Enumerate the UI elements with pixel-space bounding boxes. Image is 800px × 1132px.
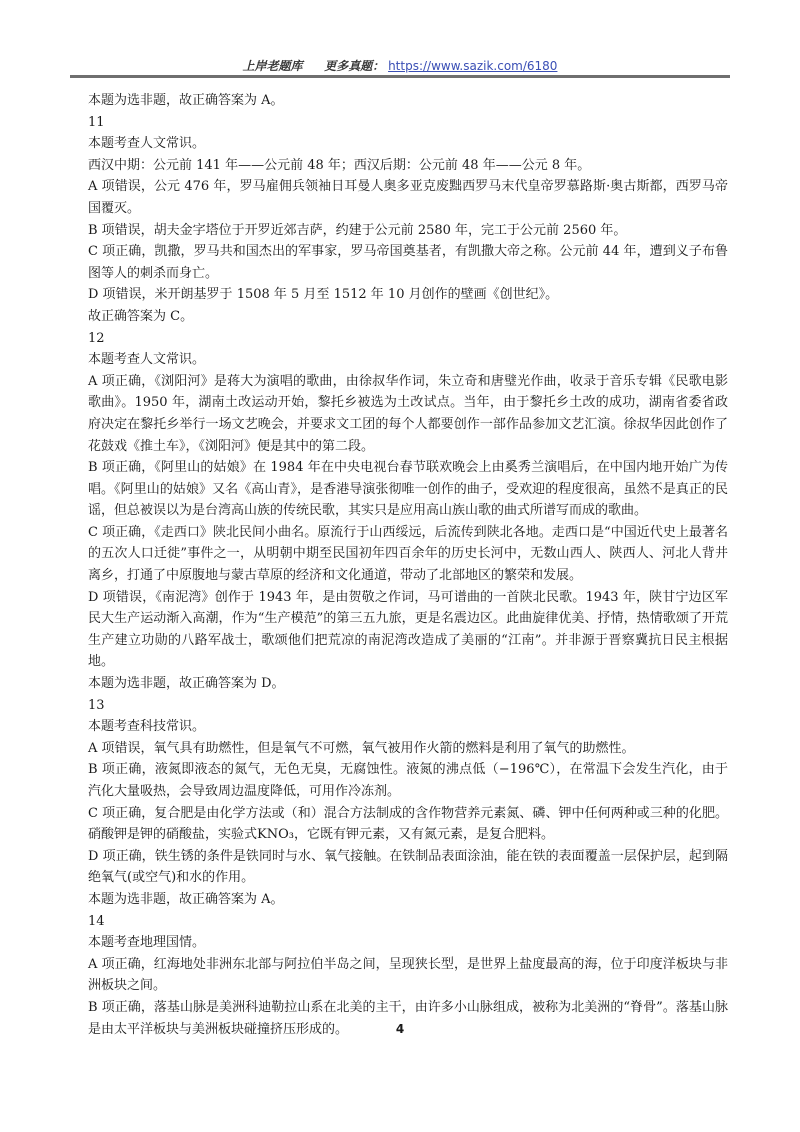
- paragraph: A 项正确，《浏阳河》是蒋大为演唱的歌曲，由徐叔华作词，朱立奇和唐璧光作曲，收录于音乐专辑《民歌电影歌曲》。1950 年，湖南土改运动开始，黎托乡被选为土改试点。当年，由于黎托乡土改的成功，湖南省委省政府决定在黎托乡举行一场文艺晚会，并要求文工团的每个人都要创作一部作品参加文艺汇演。徐叔华因此创作了花鼓戏《推土车》，《浏阳河》便是其中的第二段。: [88, 373, 728, 454]
- page-number: 4: [395, 1022, 405, 1036]
- paragraph: 西汉中期：公元前 141 年——公元前 48 年；西汉后期：公元前 48 年——公元 8 年。: [88, 157, 591, 173]
- source-link[interactable]: https://www.sazik.com/6180: [388, 59, 558, 73]
- paragraph: B 项错误，胡夫金字塔位于开罗近郊吉萨，约建于公元前 2580 年，完工于公元前 2560 年。: [88, 222, 627, 238]
- paragraph: 本题为选非题，故正确答案为 D。: [88, 676, 285, 692]
- paragraph: 故正确答案为 C。: [88, 308, 194, 324]
- paragraph: D 项错误，《南泥湾》创作于 1943 年，是由贺敬之作词，马可谱曲的一首陕北民歌。1943 年，陕甘宁边区军民大生产运动渐入高潮，作为“生产模范”的第三五九旅，更是名震边区。此曲旋律优美、抒情，热情歌颂了开荒生产建立功勋的八路军战士，歌颂他们把荒凉的南泥湾改造成了美丽的“江南”。并非源于晋察冀抗日民主根据地。: [88, 589, 728, 670]
- paragraph: A 项正确，红海地处非洲东北部与阿拉伯半岛之间，呈现狭长型，是世界上盐度最高的海，位于印度洋板块与非洲板块之间。: [88, 956, 728, 994]
- paragraph: B 项正确，落基山脉是美洲科迪勒拉山系在北美的主干，由许多小山脉组成，被称为北美洲的“脊骨”。落基山脉是由太平洋板块与美洲板块碰撞挤压形成的。: [88, 999, 728, 1037]
- paragraph: 本题考查人文常识。: [88, 352, 206, 368]
- paragraph: B 项正确，《阿里山的姑娘》在 1984 年在中央电视台春节联欢晚会上由奚秀兰演唱后，在中国内地开始广为传唱。《阿里山的姑娘》又名《高山青》，是香港导演张彻唯一创作的曲子，受欢迎的程度很高，虽然不是真正的民谣，但总被误以为是台湾高山族的传统民歌，其实只是应用高山族山歌的曲式所谱写而成的歌曲。: [88, 460, 728, 519]
- paragraph: D 项正确，铁生锈的条件是铁同时与水、氧气接触。在铁制品表面涂油，能在铁的表面覆盖一层保护层，起到隔绝氧气(或空气)和水的作用。: [88, 848, 728, 886]
- brand-name: 上岸老题库: [242, 59, 303, 73]
- page-header: [0, 57, 800, 74]
- paragraph: A 项错误，公元 476 年，罗马雇佣兵领袖日耳曼人奥多亚克废黜西罗马末代皇帝罗慕路斯·奥古斯都，西罗马帝国覆灭。: [88, 179, 728, 216]
- header-label: 更多真题：: [324, 59, 385, 73]
- question-number: 13: [88, 697, 105, 713]
- question-number: 11: [88, 114, 105, 130]
- paragraph: 本题考查科技常识。: [88, 719, 206, 735]
- header-divider: [70, 75, 730, 78]
- paragraph: 本题考查人文常识。: [88, 136, 206, 152]
- question-number: 12: [88, 330, 105, 346]
- paragraph: B 项正确，液氮即液态的氮气，无色无臭，无腐蚀性。液氮的沸点低（−196℃），在常温下会发生汽化，由于汽化大量吸热，会导致周边温度降低，可用作冷冻剂。: [88, 762, 728, 799]
- paragraph: C 项正确，凯撒，罗马共和国杰出的军事家，罗马帝国奠基者，有凯撒大帝之称。公元前 44 年，遭到义子布鲁图等人的刺杀而身亡。: [88, 244, 728, 281]
- paragraph: D 项错误，米开朗基罗于 1508 年 5 月至 1512 年 10 月创作的壁画《创世纪》。: [88, 287, 559, 303]
- question-number: 14: [88, 913, 105, 929]
- paragraph: 本题为选非题，故正确答案为 A。: [88, 93, 284, 108]
- paragraph: 本题为选非题，故正确答案为 A。: [88, 891, 284, 907]
- paragraph: C 项正确，复合肥是由化学方法或（和）混合方法制成的含作物营养元素氮、磷、钾中任何两种或三种的化肥。硝酸钾是钾的硝酸盐，实验式KNO₃，它既有钾元素，又有氮元素，是复合肥料。: [88, 805, 728, 843]
- paragraph: C 项正确，《走西口》陕北民间小曲名。原流行于山西绥远，后流传到陕北各地。走西口是“中国近代史上最著名的五次人口迁徙”事件之一，从明朝中期至民国初年四百余年的历史长河中，无数山西人、陕西人、河北人背井离乡，打通了中原腹地与蒙古草原的经济和文化通道，带动了北部地区的繁荣和发展。: [88, 524, 728, 584]
- paragraph: A 项错误，氧气具有助燃性，但是氧气不可燃，氧气被用作火箭的燃料是利用了氧气的助燃性。: [88, 740, 635, 756]
- paragraph: 本题考查地理国情。: [88, 935, 206, 951]
- document-body: [88, 90, 728, 1040]
